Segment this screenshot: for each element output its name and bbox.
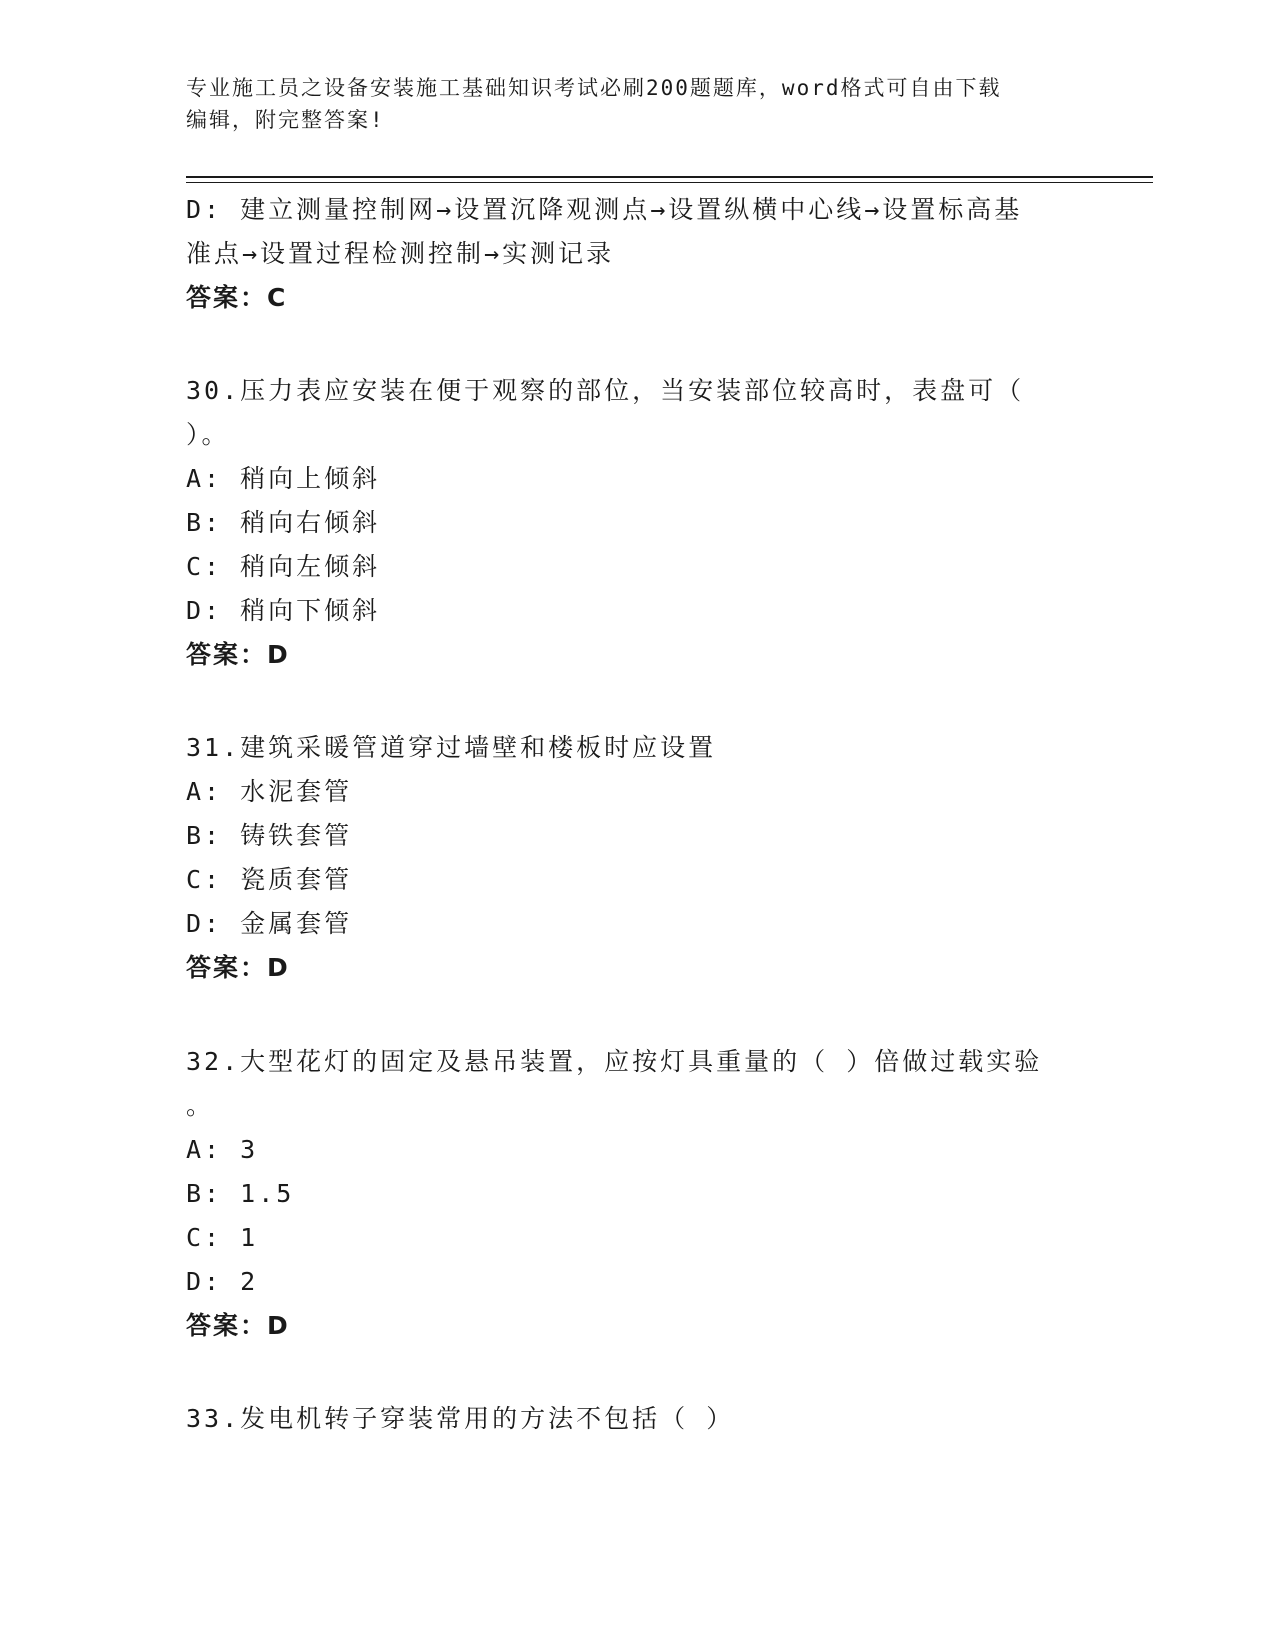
- q30-option-b: B: 稍向右倾斜: [186, 508, 381, 537]
- q32-option-d: D: 2: [186, 1267, 259, 1296]
- header-divider-thin: [186, 182, 1153, 183]
- q31-option-d: D: 金属套管: [186, 909, 353, 938]
- q32-option-a: A: 3: [186, 1135, 259, 1164]
- q30-answer: 答案：D: [186, 640, 290, 669]
- q31-option-c: C: 瓷质套管: [186, 865, 353, 894]
- q32-stem-line2: 。: [186, 1091, 215, 1120]
- q31-option-b: B: 铸铁套管: [186, 821, 353, 850]
- header-line-2: 编辑，附完整答案!: [186, 108, 385, 132]
- header-line-1: 专业施工员之设备安装施工基础知识考试必刷200题题库，word格式可自由下载: [186, 76, 1002, 100]
- q32-option-b: B: 1.5: [186, 1179, 295, 1208]
- q33-stem: 33.发电机转子穿装常用的方法不包括（ ）: [186, 1404, 735, 1433]
- q30-option-a: A: 稍向上倾斜: [186, 464, 381, 493]
- q31-answer: 答案：D: [186, 953, 290, 982]
- document-header: [186, 72, 1086, 136]
- q30-stem-line1: 30.压力表应安装在便于观察的部位，当安装部位较高时，表盘可（: [186, 376, 1025, 405]
- q31-option-a: A: 水泥套管: [186, 777, 353, 806]
- q29-option-d-line1: D: 建立测量控制网→设置沉降观测点→设置纵横中心线→设置标高基: [186, 195, 1023, 224]
- q30-option-c: C: 稍向左倾斜: [186, 552, 381, 581]
- q31-stem: 31.建筑采暖管道穿过墙壁和楼板时应设置: [186, 733, 717, 762]
- q30-option-d: D: 稍向下倾斜: [186, 596, 381, 625]
- q29-option-d-line2: 准点→设置过程检测控制→实测记录: [186, 239, 615, 268]
- q29-answer: 答案：C: [186, 283, 288, 312]
- q32-answer: 答案：D: [186, 1311, 290, 1340]
- q32-option-c: C: 1: [186, 1223, 259, 1252]
- header-divider-thick: [186, 176, 1153, 178]
- q30-stem-line2: ）。: [186, 420, 230, 449]
- q32-stem-line1: 32.大型花灯的固定及悬吊装置，应按灯具重量的（ ）倍做过载实验: [186, 1047, 1043, 1076]
